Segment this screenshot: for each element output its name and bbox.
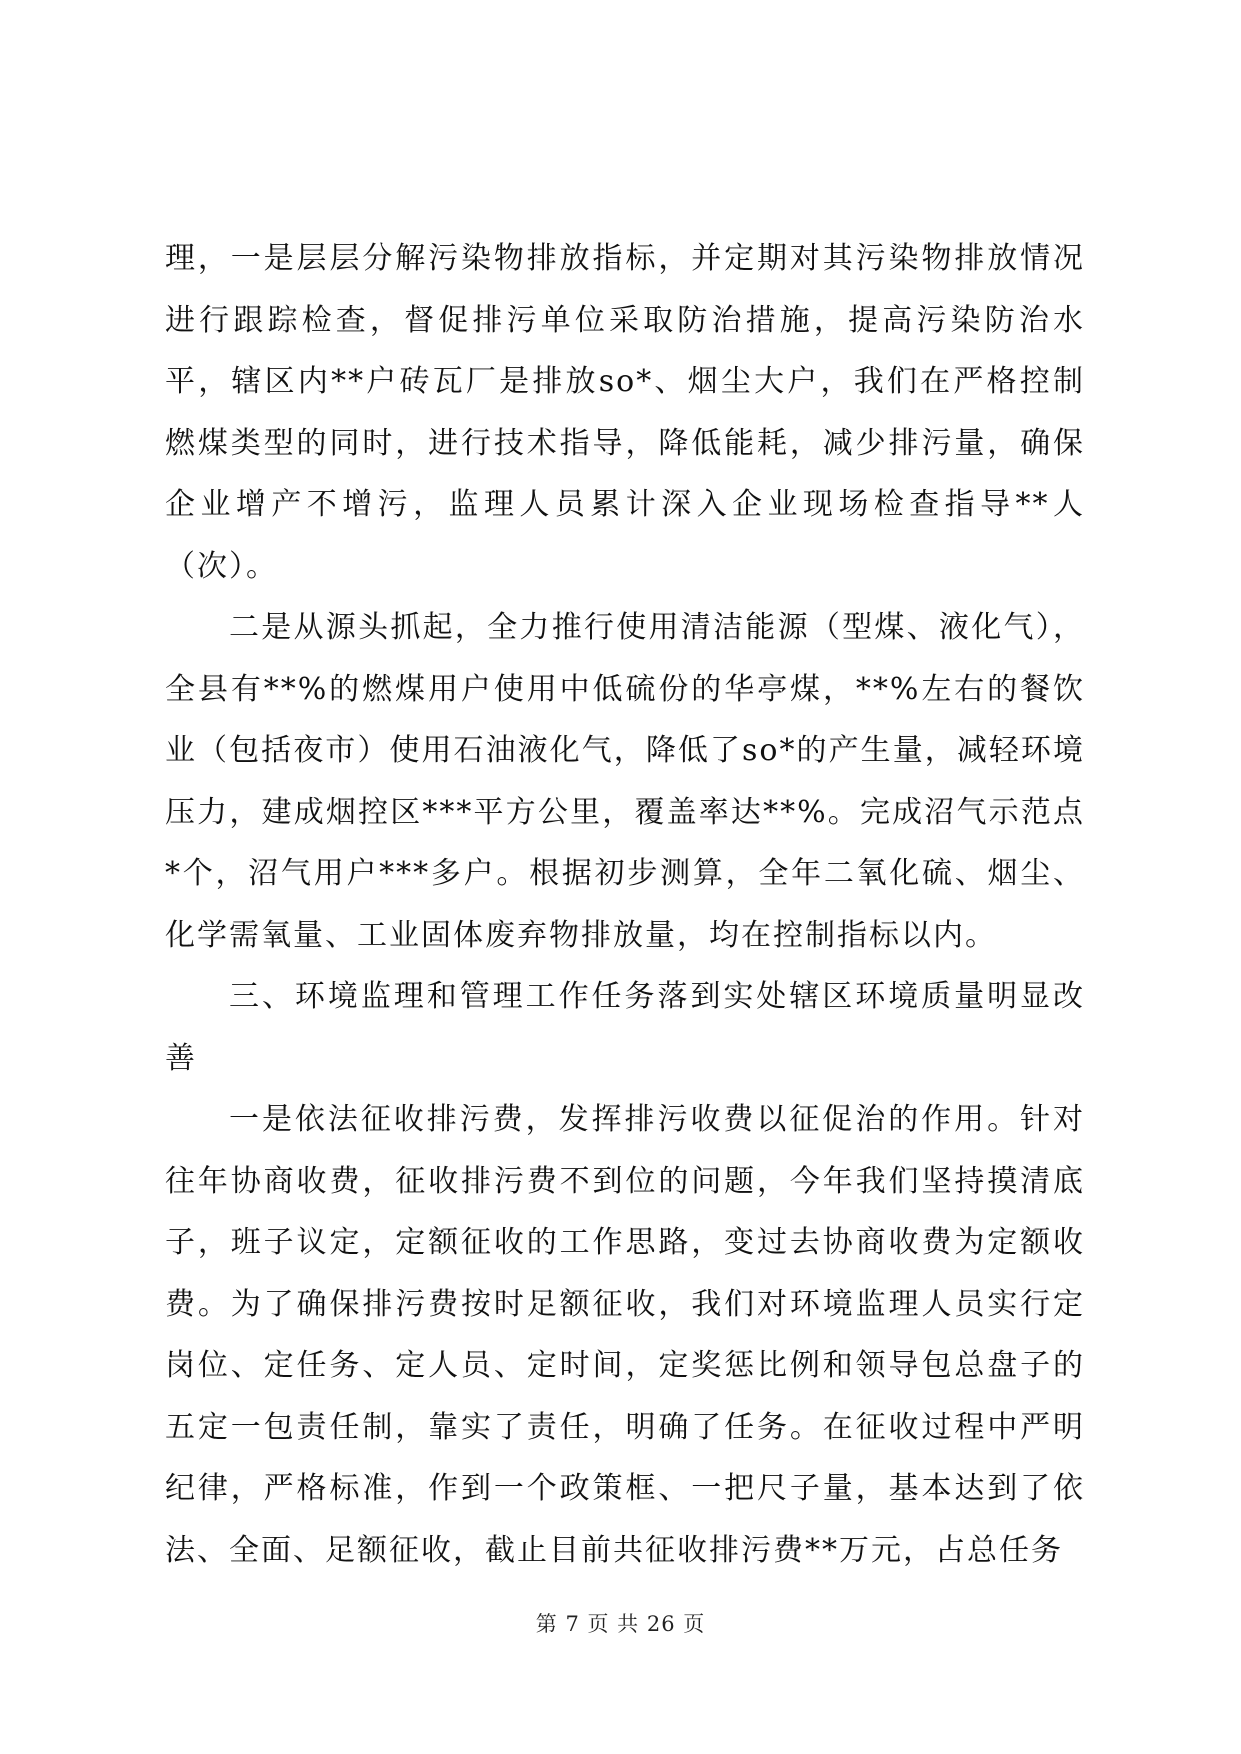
section-heading-three: 三、环境监理和管理工作任务落到实处辖区环境质量明显改善 [165,979,1085,1076]
page-number-footer: 第 7 页 共 26 页 [535,1612,706,1636]
paragraph-continued: 理，一是层层分解污染物排放指标，并定期对其污染物排放情况进行跟踪检查，督促排污单位采取防治措施，提高污染防治水平，辖区内**户砖瓦厂是排放so*、烟尘大户，我们在严格控制燃煤类型的同时，进行技术指导，降低能耗，减少排污量，确保企业增产不增污，监理人员累计深入企业现场检查指导**人（次）。 [165,241,1085,584]
document-body [165,228,1085,1581]
paragraph-clean-energy: 二是从源头抓起，全力推行使用清洁能源（型煤、液化气），全县有**%的燃煤用户使用中低硫份的华亭煤，**%左右的餐饮业（包括夜市）使用石油液化气，降低了so*的产生量，减轻环境压力，建成烟控区***平方公里，覆盖率达**%。完成沼气示范点*个，沼气用户***多户。根据初步测算，全年二氧化硫、烟尘、化学需氧量、工业固体废弃物排放量，均在控制指标以内。 [165,610,1085,953]
paragraph-pollution-fee: 一是依法征收排污费，发挥排污收费以征促治的作用。针对往年协商收费，征收排污费不到位的问题，今年我们坚持摸清底子，班子议定，定额征收的工作思路，变过去协商收费为定额收费。为了确保排污费按时足额征收，我们对环境监理人员实行定岗位、定任务、定人员、定时间，定奖惩比例和领导包总盘子的五定一包责任制，靠实了责任，明确了任务。在征收过程中严明纪律，严格标准，作到一个政策框、一把尺子量，基本达到了依法、全面、足额征收，截止目前共征收排污费**万元，占总任务 [165,1102,1085,1568]
